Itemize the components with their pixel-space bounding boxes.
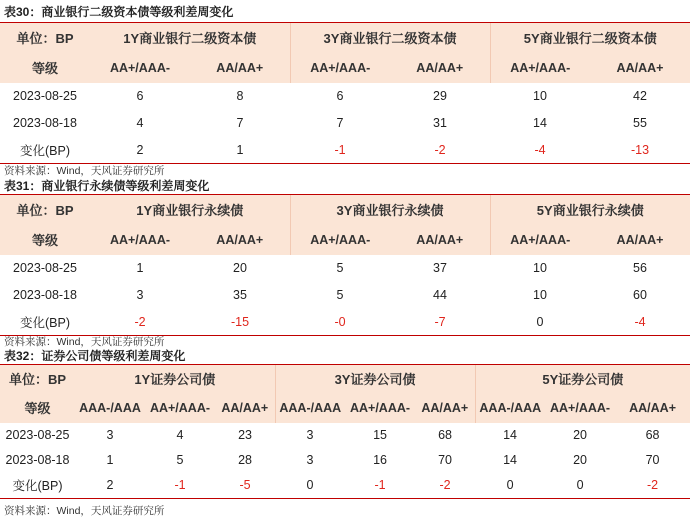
table-row — [0, 448, 690, 473]
table-cell: 4 — [176, 428, 184, 442]
table-cell: 68 — [645, 428, 660, 442]
table-cell: 10 — [533, 89, 547, 103]
table32-caption: 表32：证券公司债等级利差周变化 — [4, 349, 186, 363]
group-header: 3Y商业银行永续债 — [290, 195, 490, 225]
table-cell: 14 — [503, 453, 517, 467]
subheader-cell: AA+/AAA- — [490, 225, 590, 255]
subheader-cell: AA/AA+ — [215, 393, 275, 423]
subheader-cell: AA/AA+ — [590, 225, 690, 255]
group-header: 5Y商业银行二级资本债 — [490, 23, 690, 53]
change-cell: -1 — [145, 473, 215, 499]
change-cell: -4 — [490, 137, 590, 164]
table-cell: 14 — [503, 428, 517, 442]
unit-label: 单位：BP — [0, 23, 90, 53]
group-header: 5Y商业银行永续债 — [490, 195, 690, 225]
table-cell: 16 — [373, 453, 387, 467]
table-cell: 1 — [136, 261, 144, 275]
grade-label: 等级 — [0, 53, 90, 83]
grade-label: 等级 — [0, 393, 75, 423]
table-cell: 14 — [533, 116, 547, 130]
subheader-cell: AAA-/AAA — [275, 393, 345, 423]
table-cell: 35 — [233, 288, 247, 302]
table-row-change — [0, 137, 690, 164]
group-header: 1Y商业银行二级资本债 — [90, 23, 290, 53]
table-cell: 3 — [106, 428, 114, 442]
table-cell: 3 — [306, 453, 314, 467]
change-cell: 0 — [475, 473, 545, 499]
table-cell: 23 — [238, 428, 252, 442]
table-header-row — [0, 195, 690, 225]
change-cell: -7 — [390, 309, 490, 336]
table-cell: 28 — [238, 453, 252, 467]
table-cell: 70 — [645, 453, 660, 467]
group-header: 3Y证券公司债 — [275, 365, 475, 393]
subheader-cell: AAA-/AAA — [75, 393, 145, 423]
change-cell: 0 — [545, 473, 615, 499]
row-label: 2023-08-25 — [13, 89, 77, 103]
table-cell: 7 — [236, 116, 244, 130]
group-header: 3Y商业银行二级资本债 — [290, 23, 490, 53]
subheader-cell: AA+/AAA- — [90, 53, 190, 83]
group-header: 1Y商业银行永续债 — [90, 195, 290, 225]
change-cell: -15 — [190, 309, 290, 336]
row-label: 2023-08-18 — [13, 288, 77, 302]
subheader-cell: AA/AA+ — [415, 393, 475, 423]
subheader-cell: AA+/AAA- — [290, 225, 390, 255]
change-cell: -0 — [290, 309, 390, 336]
table-cell: 20 — [233, 261, 247, 275]
change-cell: -2 — [390, 137, 490, 164]
subheader-cell: AA/AA+ — [190, 225, 290, 255]
source-note: 资料来源：Wind，天风证券研究所 — [4, 165, 165, 177]
table-cell: 55 — [633, 116, 647, 130]
subheader-cell: AA/AA+ — [390, 53, 490, 83]
row-label: 变化(BP) — [0, 473, 75, 499]
change-cell: -1 — [345, 473, 415, 499]
table-subheader-row — [0, 225, 690, 255]
table-header-row — [0, 23, 690, 53]
table-cell: 5 — [176, 453, 184, 467]
unit-label: 单位：BP — [0, 195, 90, 225]
subheader-cell: AAA-/AAA — [475, 393, 545, 423]
row-label: 变化(BP) — [0, 309, 90, 336]
table-subheader-row — [0, 53, 690, 83]
change-cell: -1 — [290, 137, 390, 164]
subheader-cell: AA+/AAA- — [490, 53, 590, 83]
subheader-cell: AA/AA+ — [615, 393, 690, 423]
table-cell: 29 — [433, 89, 447, 103]
change-cell: -2 — [415, 473, 475, 499]
table-cell: 44 — [433, 288, 447, 302]
change-cell: 0 — [490, 309, 590, 336]
table-row — [0, 255, 690, 282]
table-row — [0, 282, 690, 309]
table-cell: 5 — [336, 261, 344, 275]
unit-label: 单位：BP — [0, 365, 75, 393]
table-cell: 6 — [136, 89, 144, 103]
table31 — [0, 194, 690, 336]
table-row — [0, 83, 690, 110]
table-cell: 37 — [433, 261, 447, 275]
table-cell: 20 — [573, 453, 587, 467]
table-header-row — [0, 365, 690, 393]
change-cell: -13 — [590, 137, 690, 164]
grade-label: 等级 — [0, 225, 90, 255]
subheader-cell: AA/AA+ — [390, 225, 490, 255]
table-cell: 4 — [136, 116, 144, 130]
subheader-cell: AA+/AAA- — [90, 225, 190, 255]
table-cell: 70 — [438, 453, 452, 467]
change-cell: 2 — [75, 473, 145, 499]
table-subheader-row — [0, 393, 690, 423]
table30-caption: 表30：商业银行二级资本债等级利差周变化 — [4, 5, 234, 19]
subheader-cell: AA+/AAA- — [290, 53, 390, 83]
table-cell: 42 — [633, 89, 647, 103]
table-cell: 1 — [106, 453, 114, 467]
row-label: 变化(BP) — [0, 137, 90, 164]
subheader-cell: AA+/AAA- — [145, 393, 215, 423]
table-cell: 6 — [336, 89, 344, 103]
table-cell: 15 — [373, 428, 387, 442]
change-cell: 1 — [190, 137, 290, 164]
change-cell: -2 — [90, 309, 190, 336]
table-row — [0, 110, 690, 137]
subheader-cell: AA+/AAA- — [345, 393, 415, 423]
table-cell: 60 — [633, 288, 647, 302]
source-note: 资料来源：Wind，天风证券研究所 — [4, 336, 165, 348]
group-header: 5Y证券公司债 — [475, 365, 690, 393]
row-label: 2023-08-18 — [5, 453, 70, 467]
table30 — [0, 22, 690, 164]
change-cell: -4 — [590, 309, 690, 336]
change-cell: -2 — [615, 473, 690, 499]
table-cell: 8 — [236, 89, 244, 103]
subheader-cell: AA/AA+ — [590, 53, 690, 83]
change-cell: -5 — [215, 473, 275, 499]
source-note: 资料来源：Wind，天风证券研究所 — [4, 505, 165, 517]
change-cell: 0 — [275, 473, 345, 499]
table32 — [0, 364, 690, 499]
table-cell: 7 — [336, 116, 344, 130]
table-cell: 3 — [136, 288, 144, 302]
table-cell: 10 — [533, 288, 547, 302]
table-row — [0, 423, 690, 448]
table-row-change — [0, 309, 690, 336]
table-cell: 5 — [336, 288, 344, 302]
subheader-cell: AA+/AAA- — [545, 393, 615, 423]
table-cell: 56 — [633, 261, 647, 275]
table31-caption: 表31：商业银行永续债等级利差周变化 — [4, 179, 210, 193]
table-cell: 10 — [533, 261, 547, 275]
table-cell: 68 — [438, 428, 452, 442]
row-label: 2023-08-18 — [13, 116, 77, 130]
row-label: 2023-08-25 — [13, 261, 77, 275]
subheader-cell: AA/AA+ — [190, 53, 290, 83]
change-cell: 2 — [90, 137, 190, 164]
table-cell: 20 — [573, 428, 587, 442]
table-cell: 31 — [433, 116, 447, 130]
table-cell: 3 — [306, 428, 314, 442]
group-header: 1Y证券公司债 — [75, 365, 275, 393]
row-label: 2023-08-25 — [5, 428, 70, 442]
table-row-change — [0, 473, 690, 499]
